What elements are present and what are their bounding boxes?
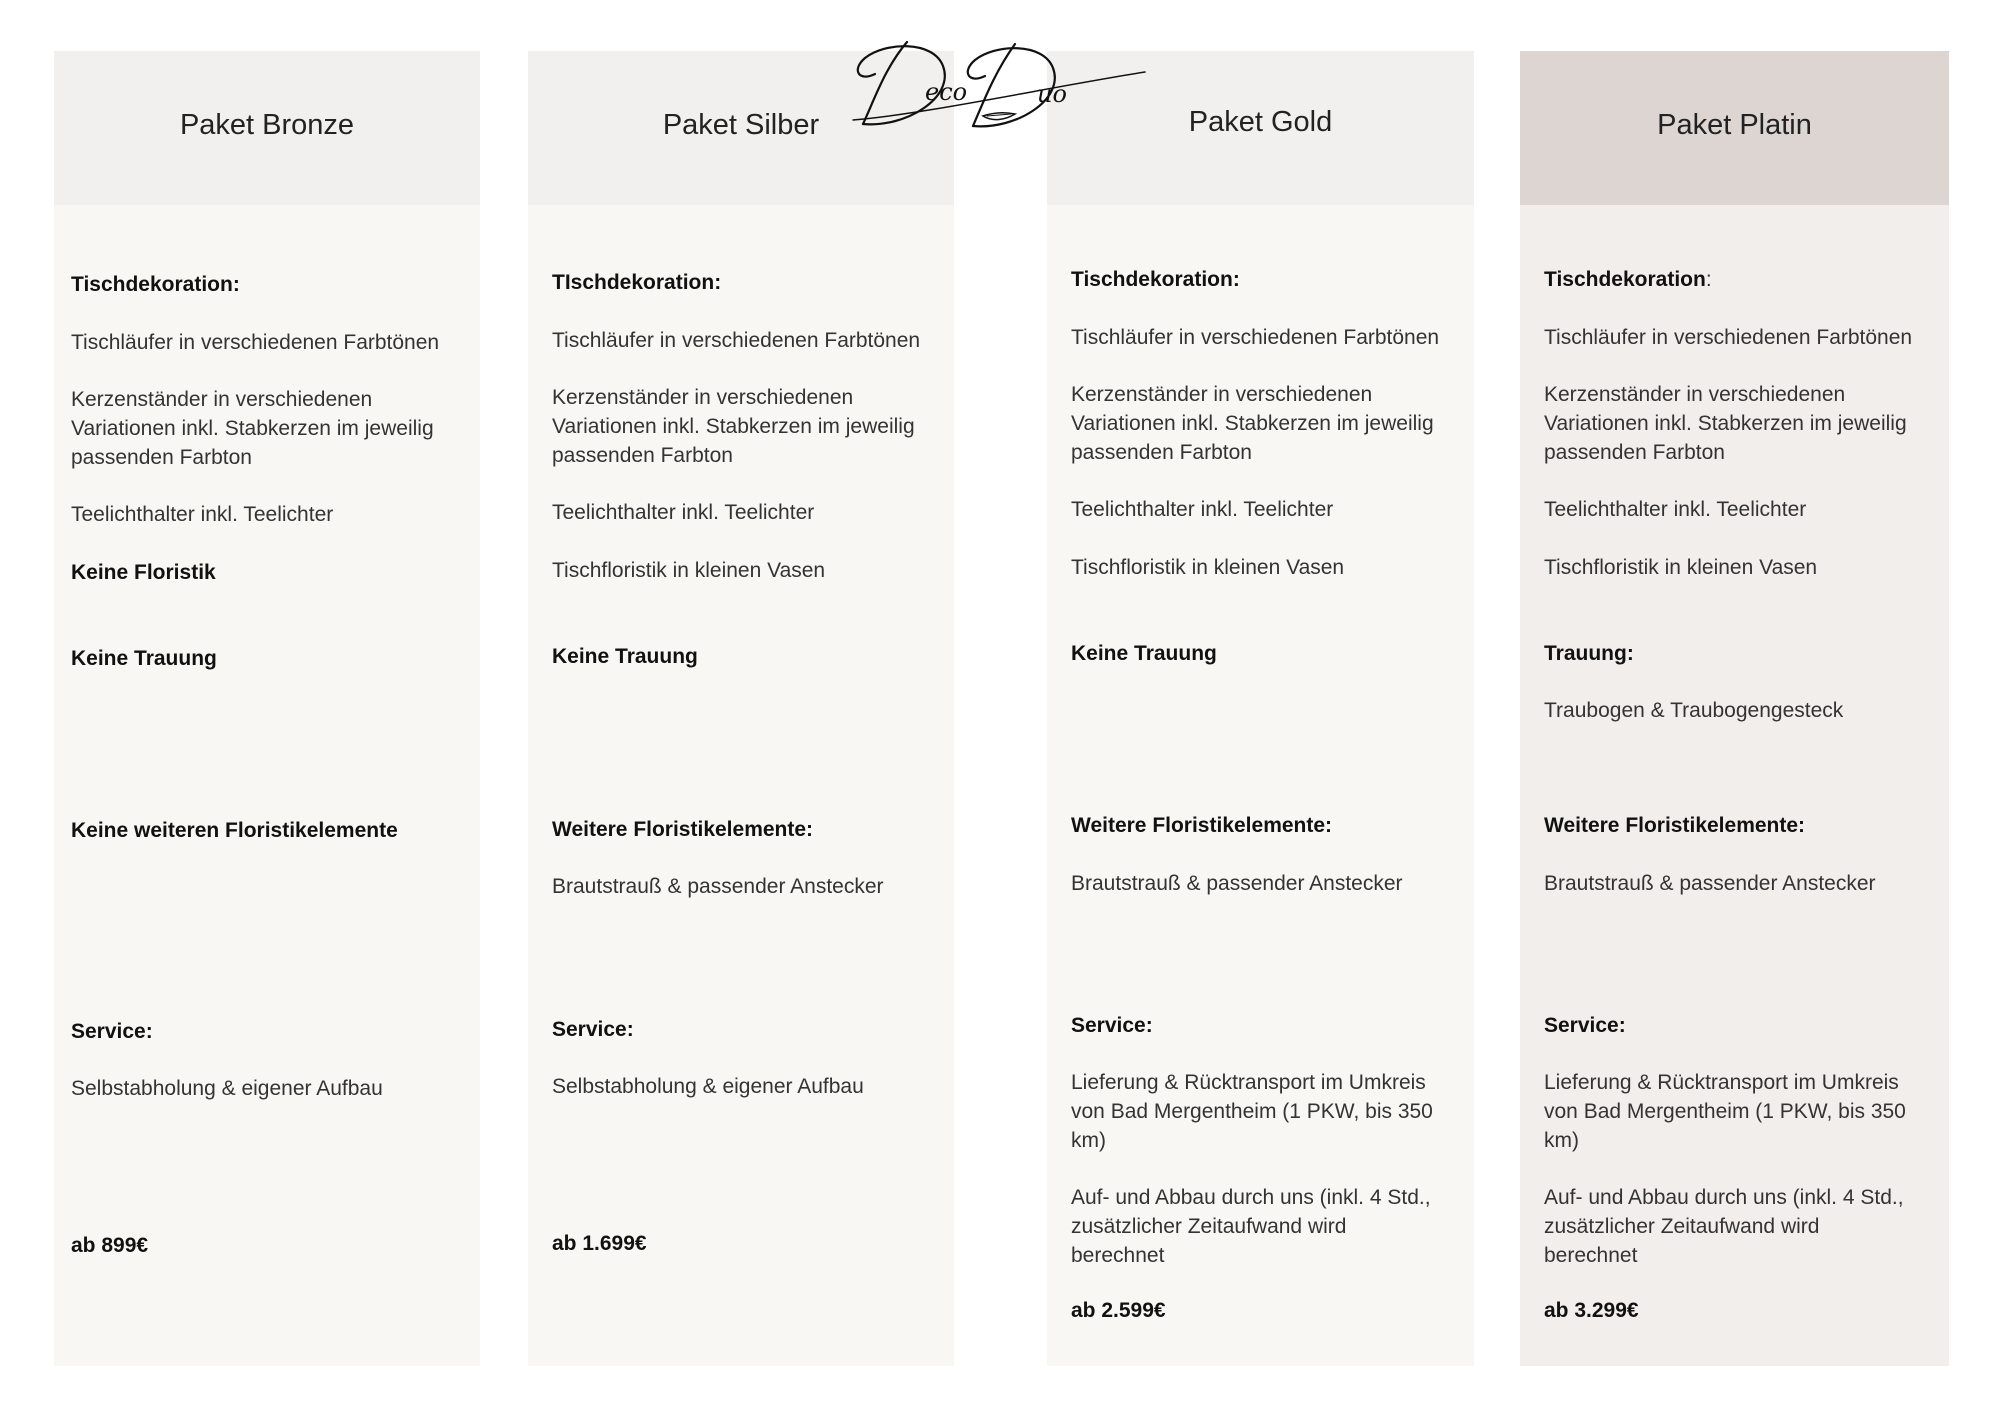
- list-item: von Bad Mergentheim (1 PKW, bis 350: [1544, 1100, 1906, 1123]
- list-item: Selbstabholung & eigener Aufbau: [552, 1075, 864, 1098]
- package-price: ab 2.599€: [1071, 1299, 1166, 1322]
- list-item: km): [1544, 1129, 1579, 1152]
- list-item: passenden Farbton: [1071, 441, 1252, 464]
- section-label-weitere: Weitere Floristikelemente:: [552, 818, 814, 841]
- list-item: Teelichthalter inkl. Teelichter: [552, 501, 815, 524]
- list-item: Teelichthalter inkl. Teelichter: [1071, 498, 1334, 521]
- list-item: Kerzenständer in verschiedenen: [1544, 383, 1846, 406]
- package-title: Paket Platin: [1657, 109, 1812, 141]
- section-label-service: Service:: [1544, 1014, 1626, 1037]
- section-label-trauung: Keine Trauung: [1071, 642, 1217, 665]
- list-item: Kerzenständer in verschiedenen: [71, 388, 373, 411]
- logo-text-deco: eco: [925, 78, 968, 106]
- list-item: Brautstrauß & passender Anstecker: [552, 875, 884, 898]
- list-item: Tischläufer in verschiedenen Farbtönen: [71, 331, 440, 354]
- section-label-tischdekoration: Tischdekoration:: [1071, 268, 1240, 291]
- list-item: Lieferung & Rücktransport im Umkreis: [1071, 1071, 1426, 1094]
- package-title: Paket Gold: [1188, 106, 1333, 138]
- list-item: Traubogen & Traubogengesteck: [1544, 699, 1844, 722]
- package-price: ab 3.299€: [1544, 1299, 1639, 1322]
- list-item: Tischläufer in verschiedenen Farbtönen: [1544, 326, 1913, 349]
- section-label-tischdekoration: TIschdekoration:: [552, 271, 722, 294]
- section-label-trauung: Keine Trauung: [552, 645, 698, 668]
- package-title: Paket Silber: [662, 109, 820, 141]
- list-item: passenden Farbton: [552, 444, 733, 467]
- list-item: Brautstrauß & passender Anstecker: [1071, 872, 1403, 895]
- section-label-service: Service:: [1071, 1014, 1153, 1037]
- section-label-weitere: Weitere Floristikelemente:: [1544, 814, 1806, 837]
- list-item: Tischfloristik in kleinen Vasen: [1071, 556, 1345, 579]
- package-column-silber: [528, 51, 954, 1366]
- list-item: Variationen inkl. Stabkerzen im jeweilig: [1071, 412, 1434, 435]
- package-column-bronze: [54, 51, 480, 1366]
- list-item: von Bad Mergentheim (1 PKW, bis 350: [1071, 1100, 1433, 1123]
- package-header: [1520, 51, 1949, 205]
- section-label-text: Tischdekoration: [1544, 268, 1706, 291]
- list-item: Variationen inkl. Stabkerzen im jeweilig: [552, 415, 915, 438]
- list-item: Teelichthalter inkl. Teelichter: [71, 503, 334, 526]
- section-label-tischdekoration: Tischdekoration:: [71, 273, 240, 296]
- list-item: Tischfloristik in kleinen Vasen: [1544, 556, 1818, 579]
- list-item: zusätzlicher Zeitaufwand wird: [1544, 1215, 1820, 1238]
- list-item: Variationen inkl. Stabkerzen im jeweilig: [1544, 412, 1907, 435]
- list-item: Variationen inkl. Stabkerzen im jeweilig: [71, 417, 434, 440]
- section-label-service: Service:: [552, 1018, 634, 1041]
- logo-text-duo: uo: [1037, 80, 1067, 108]
- package-title: Paket Bronze: [179, 109, 355, 141]
- list-item: berechnet: [1071, 1244, 1165, 1267]
- section-label-weitere: Weitere Floristikelemente:: [1071, 814, 1333, 837]
- list-item: Selbstabholung & eigener Aufbau: [71, 1077, 383, 1100]
- list-item: km): [1071, 1129, 1106, 1152]
- section-label-service: Service:: [71, 1020, 153, 1043]
- section-label-trauung: Keine Trauung: [71, 647, 217, 670]
- list-item: Lieferung & Rücktransport im Umkreis: [1544, 1071, 1899, 1094]
- list-item: passenden Farbton: [1544, 441, 1725, 464]
- section-label-tischdekoration: [1544, 265, 1712, 294]
- section-label-floristik: Keine Floristik: [71, 561, 216, 584]
- package-price: ab 899€: [71, 1234, 149, 1257]
- list-item: berechnet: [1544, 1244, 1638, 1267]
- list-item: passenden Farbton: [71, 446, 252, 469]
- list-item: zusätzlicher Zeitaufwand wird: [1071, 1215, 1347, 1238]
- list-item: Tischläufer in verschiedenen Farbtönen: [1071, 326, 1440, 349]
- section-label-trauung: Trauung:: [1544, 642, 1634, 665]
- list-item: Auf- und Abbau durch uns (inkl. 4 Std.,: [1544, 1186, 1904, 1209]
- list-item: Kerzenständer in verschiedenen: [552, 386, 854, 409]
- list-item: Brautstrauß & passender Anstecker: [1544, 872, 1876, 895]
- section-label-weitere: Keine weiteren Floristikelemente: [71, 819, 398, 842]
- package-column-platin: [1520, 51, 1949, 1366]
- package-header: [54, 51, 480, 205]
- list-item: Teelichthalter inkl. Teelichter: [1544, 498, 1807, 521]
- list-item: Tischläufer in verschiedenen Farbtönen: [552, 329, 921, 352]
- package-price: ab 1.699€: [552, 1232, 647, 1255]
- package-column-gold: [1047, 51, 1474, 1366]
- list-item: Auf- und Abbau durch uns (inkl. 4 Std.,: [1071, 1186, 1431, 1209]
- list-item: Tischfloristik in kleinen Vasen: [552, 559, 826, 582]
- deco-duo-logo: [845, 28, 1155, 138]
- section-label-colon: :: [1705, 268, 1712, 291]
- list-item: Kerzenständer in verschiedenen: [1071, 383, 1373, 406]
